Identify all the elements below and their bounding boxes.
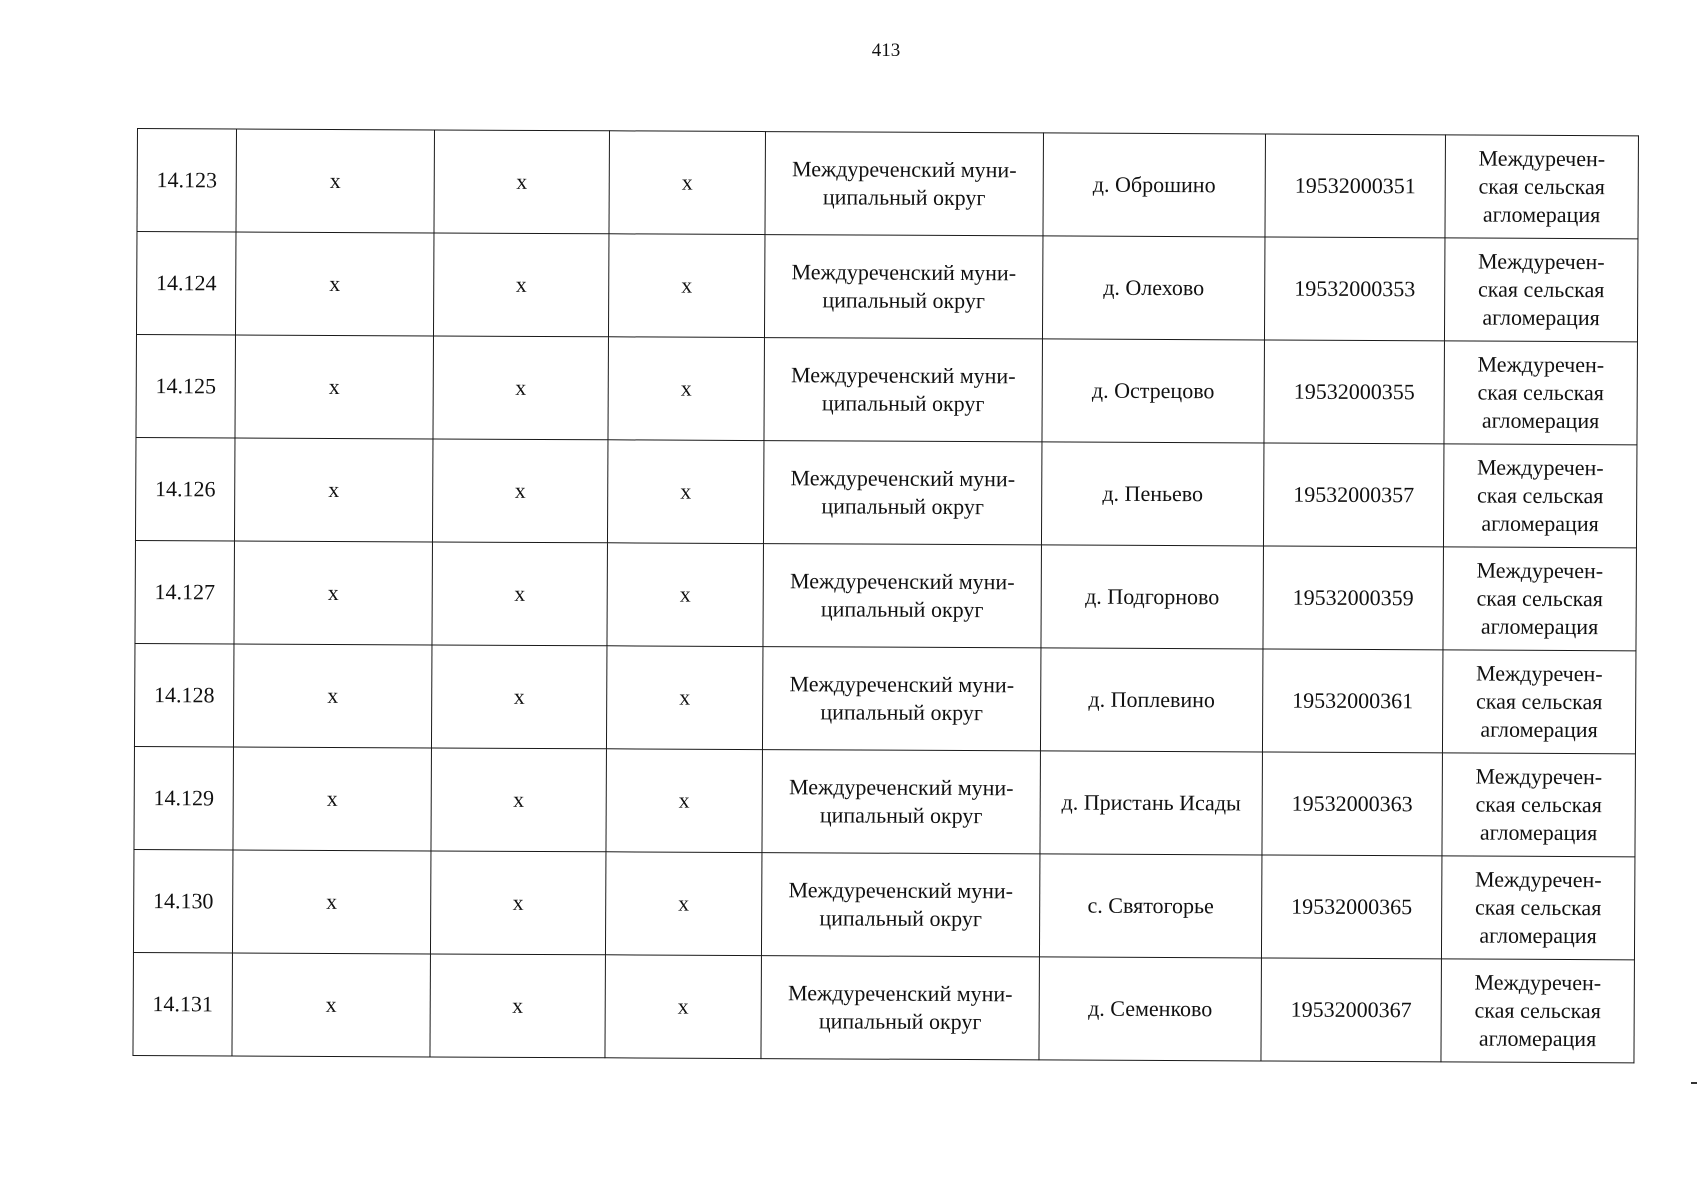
x-cell: x [233, 747, 432, 851]
agglomeration-line: Междуречен- [1474, 866, 1602, 893]
district-line: Междуреченский муни- [791, 156, 1017, 183]
row-number: 14.126 [135, 437, 235, 540]
district-cell [761, 956, 1040, 1060]
x-cell: x [608, 234, 765, 338]
district-line: Междуреченский муни- [788, 877, 1014, 904]
settlements-table [132, 128, 1639, 1063]
agglomeration-line: агломерация [1479, 922, 1597, 949]
code-cell: 19532000351 [1265, 134, 1446, 238]
row-number: 14.131 [133, 952, 233, 1055]
x-cell: x [609, 131, 766, 235]
x-cell: x [608, 337, 765, 441]
code-cell: 19532000357 [1263, 443, 1444, 547]
agglomeration-line: Междуречен- [1475, 660, 1603, 687]
row-number: 14.129 [134, 746, 234, 849]
agglomeration-line: ская сельская [1474, 894, 1602, 921]
x-cell: x [431, 645, 607, 749]
x-cell: x [433, 336, 609, 440]
scan-edge-mark [1691, 1082, 1697, 1084]
district-line: Междуреченский муни- [791, 259, 1017, 286]
x-cell: x [232, 953, 431, 1057]
x-cell: x [607, 543, 764, 647]
table-container [132, 128, 1638, 1063]
district-line: Междуреченский муни- [788, 774, 1014, 801]
page-number: 413 [871, 40, 901, 61]
table-row [133, 849, 1634, 959]
district-cell [765, 132, 1044, 236]
x-cell: x [433, 233, 609, 337]
row-number: 14.128 [134, 643, 234, 746]
x-cell: x [607, 440, 764, 544]
x-cell: x [432, 439, 608, 543]
row-number: 14.130 [133, 849, 233, 952]
agglomeration-line: Междуречен- [1474, 969, 1602, 996]
agglomeration-cell [1444, 341, 1638, 445]
agglomeration-line: ская сельская [1477, 276, 1605, 303]
agglomeration-line: Междуречен- [1478, 145, 1606, 172]
code-cell: 19532000355 [1264, 340, 1445, 444]
x-cell: x [234, 541, 433, 645]
agglomeration-line: агломерация [1481, 510, 1599, 537]
table-row [135, 437, 1636, 547]
code-cell: 19532000363 [1262, 752, 1443, 856]
x-cell: x [605, 955, 762, 1059]
agglomeration-cell [1443, 547, 1637, 651]
table-row [137, 129, 1638, 239]
district-cell [762, 647, 1041, 751]
x-cell: x [432, 542, 608, 646]
district-line: ципальный округ [822, 287, 985, 314]
agglomeration-line: агломерация [1480, 613, 1599, 640]
district-cell [763, 441, 1042, 545]
x-cell: x [606, 749, 763, 853]
district-line: ципальный округ [821, 390, 985, 417]
agglomeration-line: ская сельская [1476, 482, 1604, 509]
agglomeration-line: Междуречен- [1477, 351, 1605, 378]
district-line: ципальный округ [819, 905, 982, 932]
agglomeration-cell [1442, 753, 1636, 857]
district-line: Междуреченский муни- [789, 671, 1015, 698]
settlement-cell: д. Оброшино [1043, 133, 1266, 237]
x-cell: x [235, 232, 434, 336]
agglomeration-line: Междуречен- [1477, 454, 1604, 481]
code-cell: 19532000367 [1261, 958, 1442, 1062]
district-line: Междуреченский муни- [790, 465, 1016, 492]
agglomeration-line: ская сельская [1477, 379, 1604, 406]
district-cell [762, 750, 1041, 854]
agglomeration-line: Междуречен- [1475, 763, 1603, 790]
agglomeration-cell [1443, 444, 1637, 548]
row-number: 14.124 [136, 232, 236, 335]
agglomeration-line: агломерация [1482, 304, 1600, 331]
settlement-cell: д. Пеньево [1041, 442, 1264, 546]
code-cell: 19532000365 [1261, 855, 1442, 959]
district-line: Междуреченский муни- [789, 568, 1015, 595]
district-line: ципальный округ [820, 596, 984, 623]
x-cell: x [605, 852, 762, 956]
agglomeration-line: ская сельская [1476, 585, 1603, 612]
x-cell: x [430, 954, 606, 1058]
district-line: ципальный округ [820, 699, 983, 726]
table-body [133, 129, 1639, 1063]
row-number: 14.123 [137, 129, 237, 232]
settlement-cell: д. Олехово [1042, 236, 1265, 340]
agglomeration-line: ская сельская [1474, 997, 1601, 1024]
district-line: ципальный округ [822, 184, 986, 211]
code-cell: 19532000353 [1264, 237, 1445, 341]
agglomeration-cell [1442, 650, 1636, 754]
settlement-cell: с. Святогорье [1039, 854, 1262, 958]
district-cell [764, 338, 1043, 442]
agglomeration-cell [1441, 959, 1635, 1063]
code-cell: 19532000361 [1262, 649, 1443, 753]
table-row [134, 643, 1635, 753]
settlement-cell: д. Пристань Исады [1040, 751, 1263, 855]
district-line: Междуреченский муни- [790, 362, 1016, 389]
table-row [135, 540, 1636, 650]
district-cell [763, 544, 1042, 648]
agglomeration-line: Междуречен- [1476, 557, 1604, 584]
x-cell: x [430, 851, 606, 955]
x-cell: x [606, 646, 763, 750]
agglomeration-line: агломерация [1479, 819, 1598, 846]
x-cell: x [431, 748, 607, 852]
agglomeration-line: агломерация [1478, 1025, 1597, 1052]
settlement-cell: д. Подгорново [1041, 545, 1264, 649]
agglomeration-line: агломерация [1480, 716, 1598, 743]
x-cell: x [233, 644, 432, 748]
district-line: ципальный округ [821, 493, 984, 520]
x-cell: x [234, 438, 433, 542]
agglomeration-line: агломерация [1482, 201, 1601, 228]
row-number: 14.127 [135, 540, 235, 643]
district-cell [761, 853, 1040, 957]
agglomeration-cell [1441, 856, 1635, 960]
table-row [136, 334, 1637, 444]
x-cell: x [232, 850, 431, 954]
table-row [136, 232, 1637, 342]
table-row [133, 952, 1634, 1062]
agglomeration-line: ская сельская [1475, 791, 1602, 818]
x-cell: x [235, 335, 434, 439]
row-number: 14.125 [136, 334, 236, 437]
district-line: Междуреченский муни- [787, 980, 1013, 1007]
x-cell: x [434, 130, 610, 234]
agglomeration-cell [1444, 238, 1638, 342]
settlement-cell: д. Семенково [1039, 957, 1262, 1061]
settlement-cell: д. Острецово [1042, 339, 1265, 443]
district-line: ципальный округ [819, 802, 983, 829]
district-cell [764, 235, 1043, 339]
agglomeration-line: агломерация [1481, 407, 1600, 434]
agglomeration-line: ская сельская [1478, 173, 1605, 200]
x-cell: x [236, 129, 435, 233]
settlement-cell: д. Поплевино [1040, 648, 1263, 752]
agglomeration-line: ская сельская [1475, 688, 1603, 715]
agglomeration-line: Междуречен- [1478, 248, 1605, 275]
table-row [134, 746, 1635, 856]
district-line: ципальный округ [818, 1008, 982, 1035]
code-cell: 19532000359 [1263, 546, 1444, 650]
agglomeration-cell [1445, 135, 1639, 239]
